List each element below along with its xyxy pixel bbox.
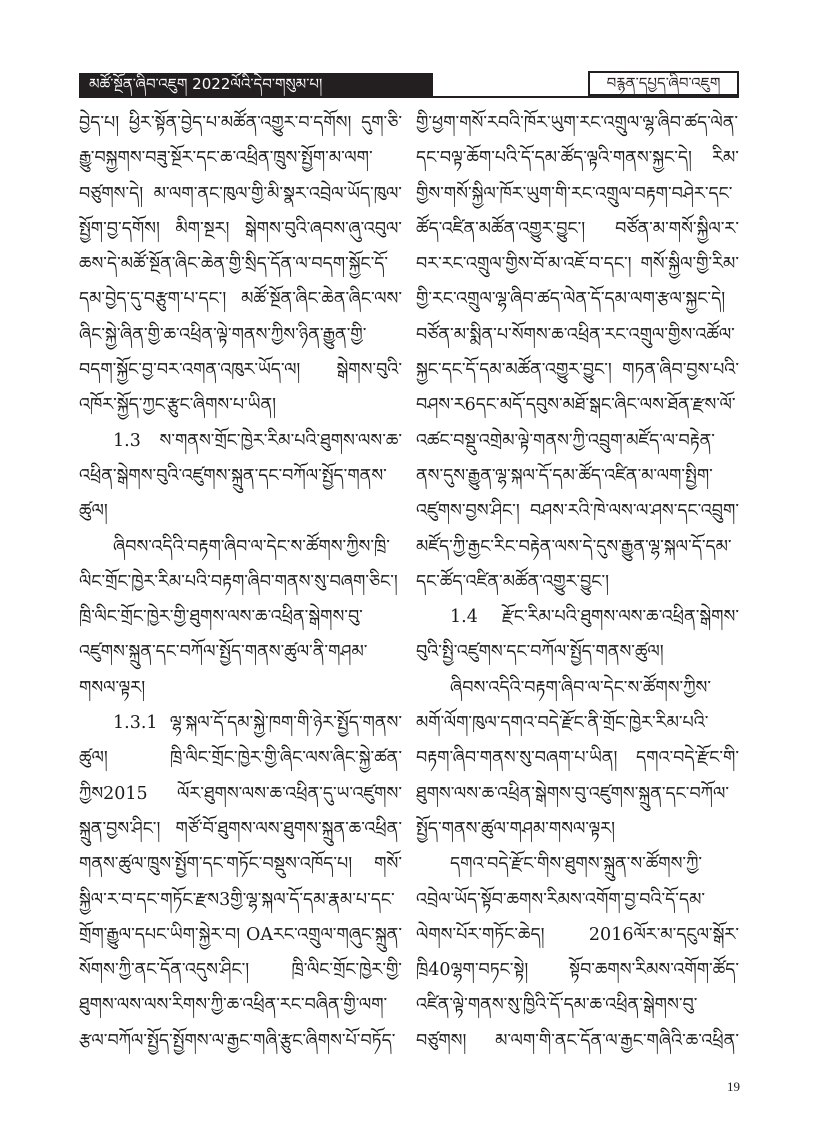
header-rule: [79, 96, 739, 98]
section-title-box: [588, 71, 739, 96]
left-column: [79, 106, 402, 1056]
section-heading-1-4: 1.4 རྫོང་རིམ་པའི་ཐུགས་ལས་ཆ་འཕྲིན་སྒེགས་བུའི་སྤྱི་འཛུགས་དང་བཀོལ་སྤྱོད་གནས་ཚུལ།: [416, 607, 739, 663]
paragraph: བྱེད་པ། ཕྱིར་སྟོན་བྱེད་པ་མཚོན་འགྱུར་བ་དགོས། དུག་ཅི་རྒྱུ་བསྐྱགས་བཟུ་སྔོར་དང་ཆ་འཕྲིན་ཁྲུས་སྤྱོག་མ་ལག་བཙུགས་དེ། མ་ལག་ནང་ཁུལ་གྱི་མི་སྣར་འབྲེལ་ཡོད་ཁུལ་སྤྱོག་བྱ་དགོས། མིག་སྔར། སྒེགས་བུའི་ཞབས་ཞུ་འབུལ་ཆས་དེ་མཚོ་སྔོན་ཞིང་ཆེན་གྱི་སྲིད་དོན་ལ་བདག་སྐྱོང་དོ་དམ་བྱེད་དུ་བརྩུག་པ་དང་། མཚོ་སྔོན་ཞིང་ཆེན་ཞིང་ལས་ཞིང་སྐྱེ་ཞིན་གྱི་ཆ་འཕྲིན་ལྟེ་གནས་ཀྱིས་ཉིན་རྒྱུན་གྱི་བདག་སྐྱོང་བྱ་བར་འགན་འཁུར་ཡོད་ལ། སྒེགས་བུའི་འཁོར་སྐྱོད་ཀྱང་རྩུང་ཞིགས་པ་ཡིན།: [79, 113, 402, 416]
journal-title: མཚོ་སྔོན་ཞིབ་འཇུག 2022ལོའི་དེབ་གསུམ་པ།: [89, 75, 323, 93]
page-number: 19: [727, 1079, 740, 1094]
paragraph: དགའ་བདེ་རྫོང་གིས་ཐུགས་སྐྲུན་ས་ཚོགས་ཀྱི་འབྲེལ་ཡོད་སྟོབ་ཆགས་རིམས་འགོག་བྱ་བའི་དོ་དམ་ལེགས་པོར་གཏོང་ཆེད། 2016ལོར་མ་དངུལ་སྒོར་ཁྲི40ལྷག་བཏང་སྟེ། སྟོབ་ཆགས་རིམས་འགོག་ཚོད་འཛིན་ལྟེ་གནས་སུ་ཁྱིའི་དོ་དམ་ཆ་འཕྲིན་སྒེགས་བུ་བཙུགས། མ་ལག་གི་ནང་དོན་ལ་རྒྱང་གཞིའི་ཆ་འཕྲིན་: [416, 854, 739, 1051]
journal-title-banner: [79, 73, 433, 96]
right-column: [416, 106, 739, 1056]
section-title: བརྙན་དཔྱད་ཞིབ་འཇུག: [606, 74, 721, 92]
paragraph: ཞིབས་འདིའི་བརྟག་ཞིབ་ལ་དེང་ས་ཚོགས་ཀྱིས་ཁྲི་ལིང་གྲོང་ཁྱེར་རིམ་པའི་བརྟག་ཞིབ་གནས་སུ་བཞག་ཅིང་། ཁྲི་ལིང་གྲོང་ཁྱེར་གྱི་ཐུགས་ལས་ཆ་འཕྲིན་སྒེགས་བུ་འཛུགས་སྐྲུན་དང་བཀོལ་སྤྱོད་གནས་ཚུལ་ནི་གཤམ་གསལ་ལྟར།: [79, 536, 398, 698]
paragraph: གྱི་ཕྱག་གསོ་རབའི་ཁོར་ཡུག་རང་འགྲུལ་ལྷ་ཞིབ་ཚད་ལེན་དང་བལྟ་ཆོག་པའི་དོ་དམ་ཚོད་ལྟའི་གནས་སྐྱང་དེ། རིམ་གྱིས་གསོ་སྐྱིལ་ཁོར་ཡུག་གི་རང་འགྲུལ་བརྟག་བཤེར་དང་ཚོད་འཛིན་མཚོན་འགྱུར་བྱུང་། བཙོན་མ་གསོ་སྐྱིལ་ར་བར་རང་འགྲུལ་གྱིས་བོ་མ་འཇོ་བ་དང་། གསོ་སྐྱིལ་གྱི་རིམ་གྱི་རང་འགྲུལ་ལྷ་ཞིབ་ཚད་ལེན་དོ་དམ་ལག་རྩལ་སྐྱང་དེ། བཙོན་མ་སྨིན་པ་སོགས་ཆ་འཕྲིན་རང་འགྲུལ་གྱིས་འཚོལ་སྐྱང་དང་དོ་དམ་མཚོན་འགྱུར་བྱུང་། གཏན་ཞིབ་བྱས་པའི་བཤས་ར6དང་མདོ་དབུས་མཐོ་སྒང་ཞིང་ལས་ཐོན་རྫས་ལོ་འཚང་བསྡུ་འགྲེམ་ལྟེ་གནས་ཀྱི་འབྲུག་མཛོད་ལ་བརྟེན་ནས་དུས་རྒྱུན་ལྷ་སྐལ་དོ་དམ་ཚོད་འཛིན་མ་ལག་སྤྱིག་འཛུགས་བྱས་ཤིང་། བཤས་རའི་ཁེ་ལས་ལ་ཤས་དང་འབྲུག་མཛོད་ཀྱི་རྒྱང་རིང་བརྟེན་ལས་དེ་དུས་རྒྱུན་ལྷ་སྐལ་དོ་དམ་དང་ཚོད་འཛིན་མཚོན་འགྱུར་བྱུང་།: [416, 113, 739, 592]
paragraph: ཞིབས་འདིའི་བརྟག་ཞིབ་ལ་དེང་ས་ཚོགས་ཀྱིས་མགོ་ལོག་ཁུལ་དགའ་བདེ་རྫོང་ནི་གྲོང་ཁྱེར་རིམ་པའི་བརྟག་ཞིབ་གནས་སུ་བཞག་པ་ཡིན། དགའ་བདེ་རྫོང་གི་ཐུགས་ལས་ཆ་འཕྲིན་སྒེགས་བུ་འཛུགས་སྐྲུན་དང་བཀོལ་སྤྱོད་གནས་ཚུལ་གཤམ་གསལ་ལྟར།: [416, 677, 739, 839]
section-heading-1-3-1: 1.3.1 ལྷ་སྐལ་དོ་དམ་སྐྱེ་ཁག་གི་ཉེར་སྤྱོད་གནས་ཚུལ། ཁྲི་ལིང་གྲོང་ཁྱེར་གྱི་ཞིང་ལས་ཞིང་སྐྱེ་ཚན་ཀྱིས2015 ལོར་ཐུགས་ལས་ཆ་འཕྲིན་དུ་ཡ་འཛུགས་སྐྲུན་བྱས་ཤིང་། གཙོ་བོ་ཐུགས་ལས་ཐུགས་སྐྲུན་ཆ་འཕྲིན་གནས་ཚུལ་ཁྲུས་སྤྱོག་དང་གཏོང་བསྡུས་འཁོད་པ། གསོ་སྐྱིལ་ར་བ་དང་གཏོང་རྫས3གྱི་ལྷ་སྐལ་དོ་དམ་རྣམ་པ་དང་གྲོག་རྒྱུལ་དཔང་ཡིག་སྐྱེར་བ། OAརང་འགྲུལ་གཞུང་སྐྲུན་སོགས་ཀྱི་ནང་དོན་འདུས་ཤིང་། ཁྲི་ལིང་གྲོང་ཁྱེར་གྱི་ཐུགས་ལས་ལས་རིགས་ཀྱི་ཆ་འཕྲིན་རང་བཞིན་གྱི་ལག་རྩལ་བཀོལ་སྤྱོད་སྤྱོགས་ལ་རྒྱང་གཞི་རྩུང་ཞིགས་པོ་བཏོད་: [79, 713, 402, 1051]
section-heading-1-3: 1.3 ས་གནས་གྲོང་ཁྱེར་རིམ་པའི་ཐུགས་ལས་ཆ་འཕྲིན་སྒེགས་བུའི་འཛུགས་སྐྲུན་དང་བཀོལ་སྤྱོད་གནས་ཚུལ།: [79, 430, 402, 522]
